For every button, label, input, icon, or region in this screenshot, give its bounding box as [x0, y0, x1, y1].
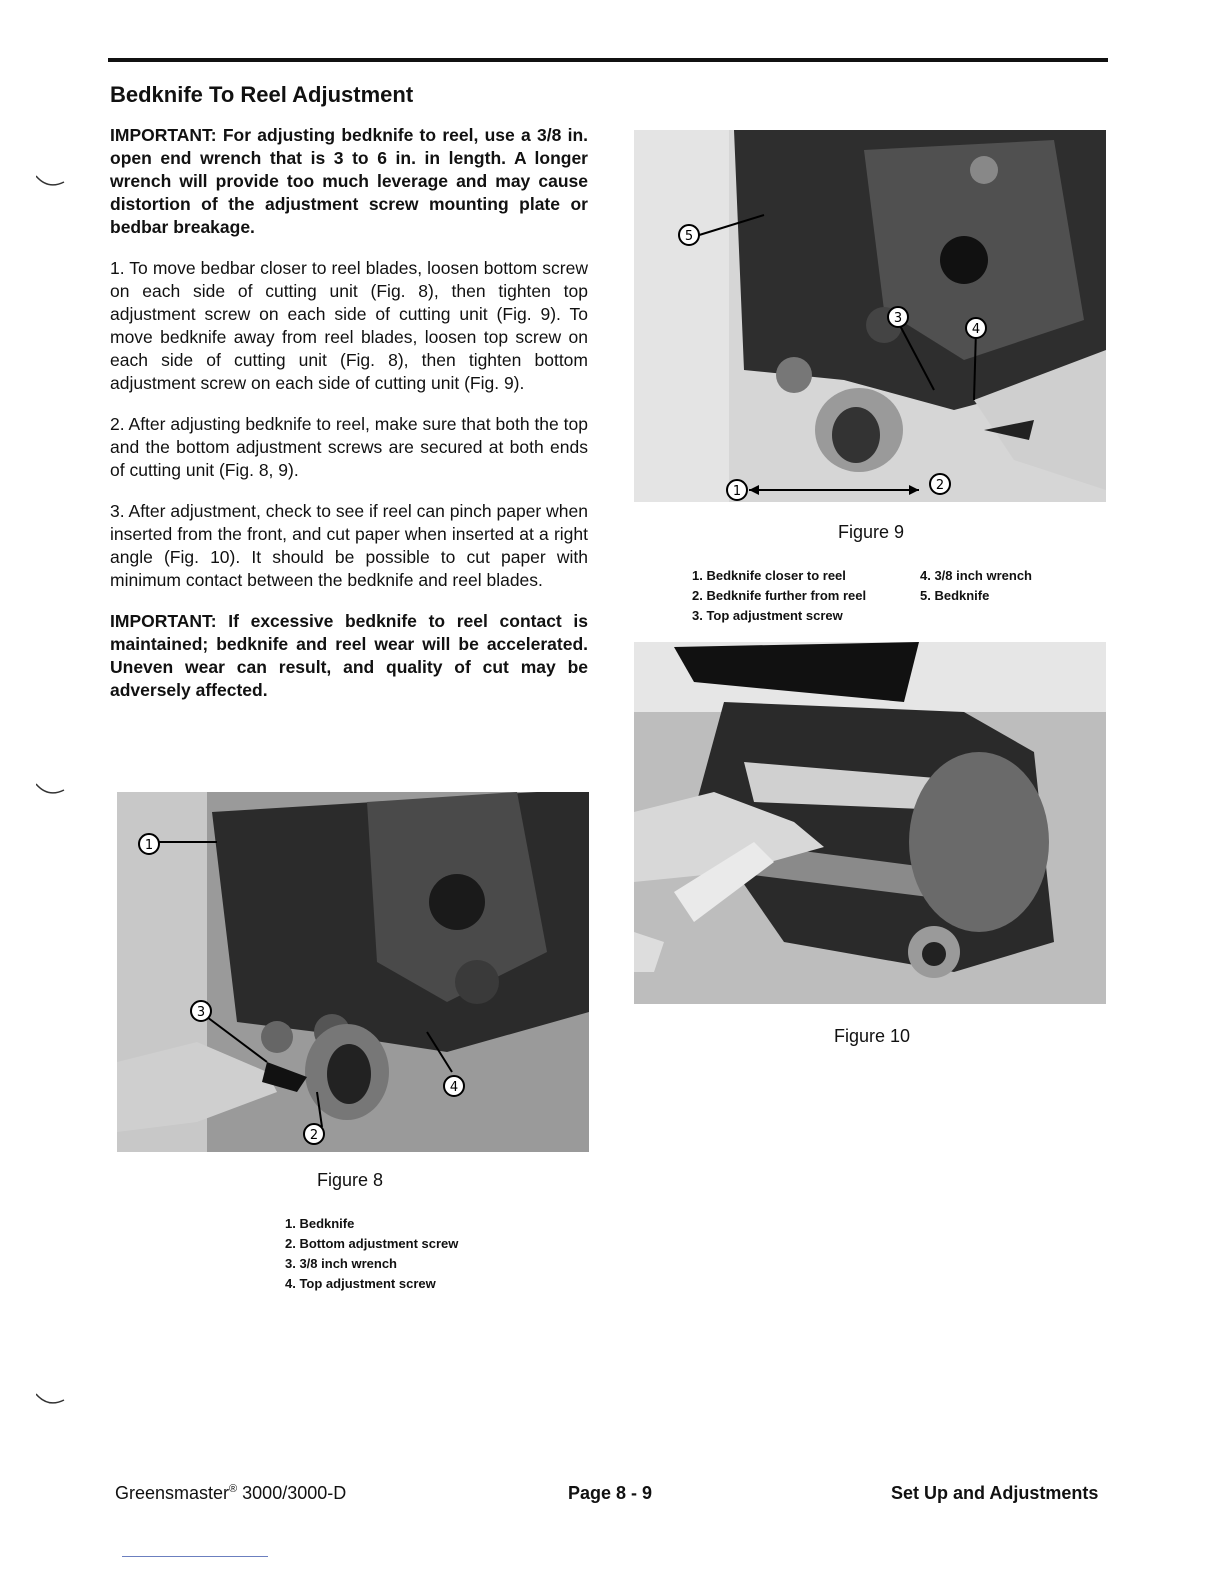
figure-10-caption: Figure 10 — [834, 1026, 911, 1046]
svg-text:1: 1 — [144, 838, 154, 853]
figure-9-callout-4 — [966, 318, 986, 338]
binding-hole-mark — [36, 172, 66, 192]
figure-9-callout-3 — [888, 307, 908, 327]
svg-text:3: 3 — [196, 1005, 206, 1020]
figure-9-callout-1 — [727, 480, 747, 500]
legend-item: 1. Bedknife — [285, 1216, 355, 1231]
figure-9-legend-right — [920, 566, 1032, 606]
figure-8-callout-3 — [191, 1001, 211, 1021]
figure-8-callout-2 — [304, 1124, 324, 1144]
legend-item: 3. Top adjustment screw — [692, 608, 843, 623]
svg-text:2: 2 — [935, 478, 945, 493]
legend-item: 1. Bedknife closer to reel — [692, 568, 846, 583]
important-note-wrench: IMPORTANT: For adjusting bedknife to reel, use a 3/8 in. open end wrench that is 3 to 6 in. in length. A longer wrench will provide too much leverage and may cause distortion of the adjustment screw mounting plate or bedbar breakage. — [110, 125, 588, 237]
figure-8-legend — [285, 1214, 458, 1294]
figure-9-callout-5 — [679, 225, 699, 245]
svg-text:2: 2 — [309, 1128, 319, 1143]
svg-text:4: 4 — [449, 1080, 459, 1095]
svg-text:1: 1 — [732, 484, 742, 499]
figure-8-caption: Figure 8 — [317, 1170, 384, 1190]
top-rule — [108, 58, 1108, 62]
legend-item: 4. 3/8 inch wrench — [920, 568, 1032, 583]
figure-10-photo — [634, 642, 1106, 1004]
step-3-paragraph: 3. After adjustment, check to see if reel can pinch paper when inserted from the front, and cut paper when inserted at a right angle (Fig. 10). It should be possible to cut paper with minimum contact between the bedknife and reel blades. — [110, 501, 588, 590]
step-2-paragraph: 2. After adjusting bedknife to reel, make sure that both the top and the bottom adjustment screws are secured at both ends of cutting unit (Fig. 8, 9). — [110, 414, 588, 480]
legend-item: 3. 3/8 inch wrench — [285, 1256, 397, 1271]
legend-item: 5. Bedknife — [920, 588, 990, 603]
figure-9-legend-left — [692, 566, 866, 626]
important-note-wear: IMPORTANT: If excessive bedknife to reel contact is maintained; bedknife and reel wear will be accelerated. Uneven wear can result, and quality of cut may be adversely affected. — [110, 611, 588, 700]
figure-8-photo — [117, 792, 589, 1152]
svg-text:3: 3 — [893, 311, 903, 326]
figure-9-caption: Figure 9 — [838, 522, 905, 542]
footer-product-name: Greensmaster® 3000/3000-D — [115, 1483, 347, 1503]
figure-8-callout-1 — [139, 834, 159, 854]
legend-item: 2. Bedknife further from reel — [692, 588, 867, 603]
svg-text:4: 4 — [971, 322, 981, 337]
footer-page-number: Page 8 - 9 — [568, 1483, 653, 1503]
bottom-scan-line — [122, 1556, 268, 1557]
body-text-column — [110, 124, 588, 720]
figure-9-callout-2 — [930, 474, 950, 494]
figure-9-photo — [634, 130, 1106, 502]
svg-text:5: 5 — [684, 229, 694, 244]
figure-8-callout-4 — [444, 1076, 464, 1096]
binding-hole-mark — [36, 780, 66, 800]
step-1-paragraph: 1. To move bedbar closer to reel blades, loosen bottom screw on each side of cutting unit (Fig. 8), then tighten top adjustment screw on each side of cutting unit (Fig. 9). To move bedknife away from reel blades, loosen top screw on each side of cutting unit (Fig. 8), then tighten bottom adjustment screw on each side of cutting unit (Fig. 9). — [110, 258, 588, 393]
legend-item: 2. Bottom adjustment screw — [285, 1236, 459, 1251]
legend-item: 4. Top adjustment screw — [285, 1276, 436, 1291]
footer-section-title: Set Up and Adjustments — [891, 1483, 1099, 1503]
section-heading: Bedknife To Reel Adjustment — [110, 82, 414, 107]
binding-hole-mark — [36, 1390, 66, 1410]
